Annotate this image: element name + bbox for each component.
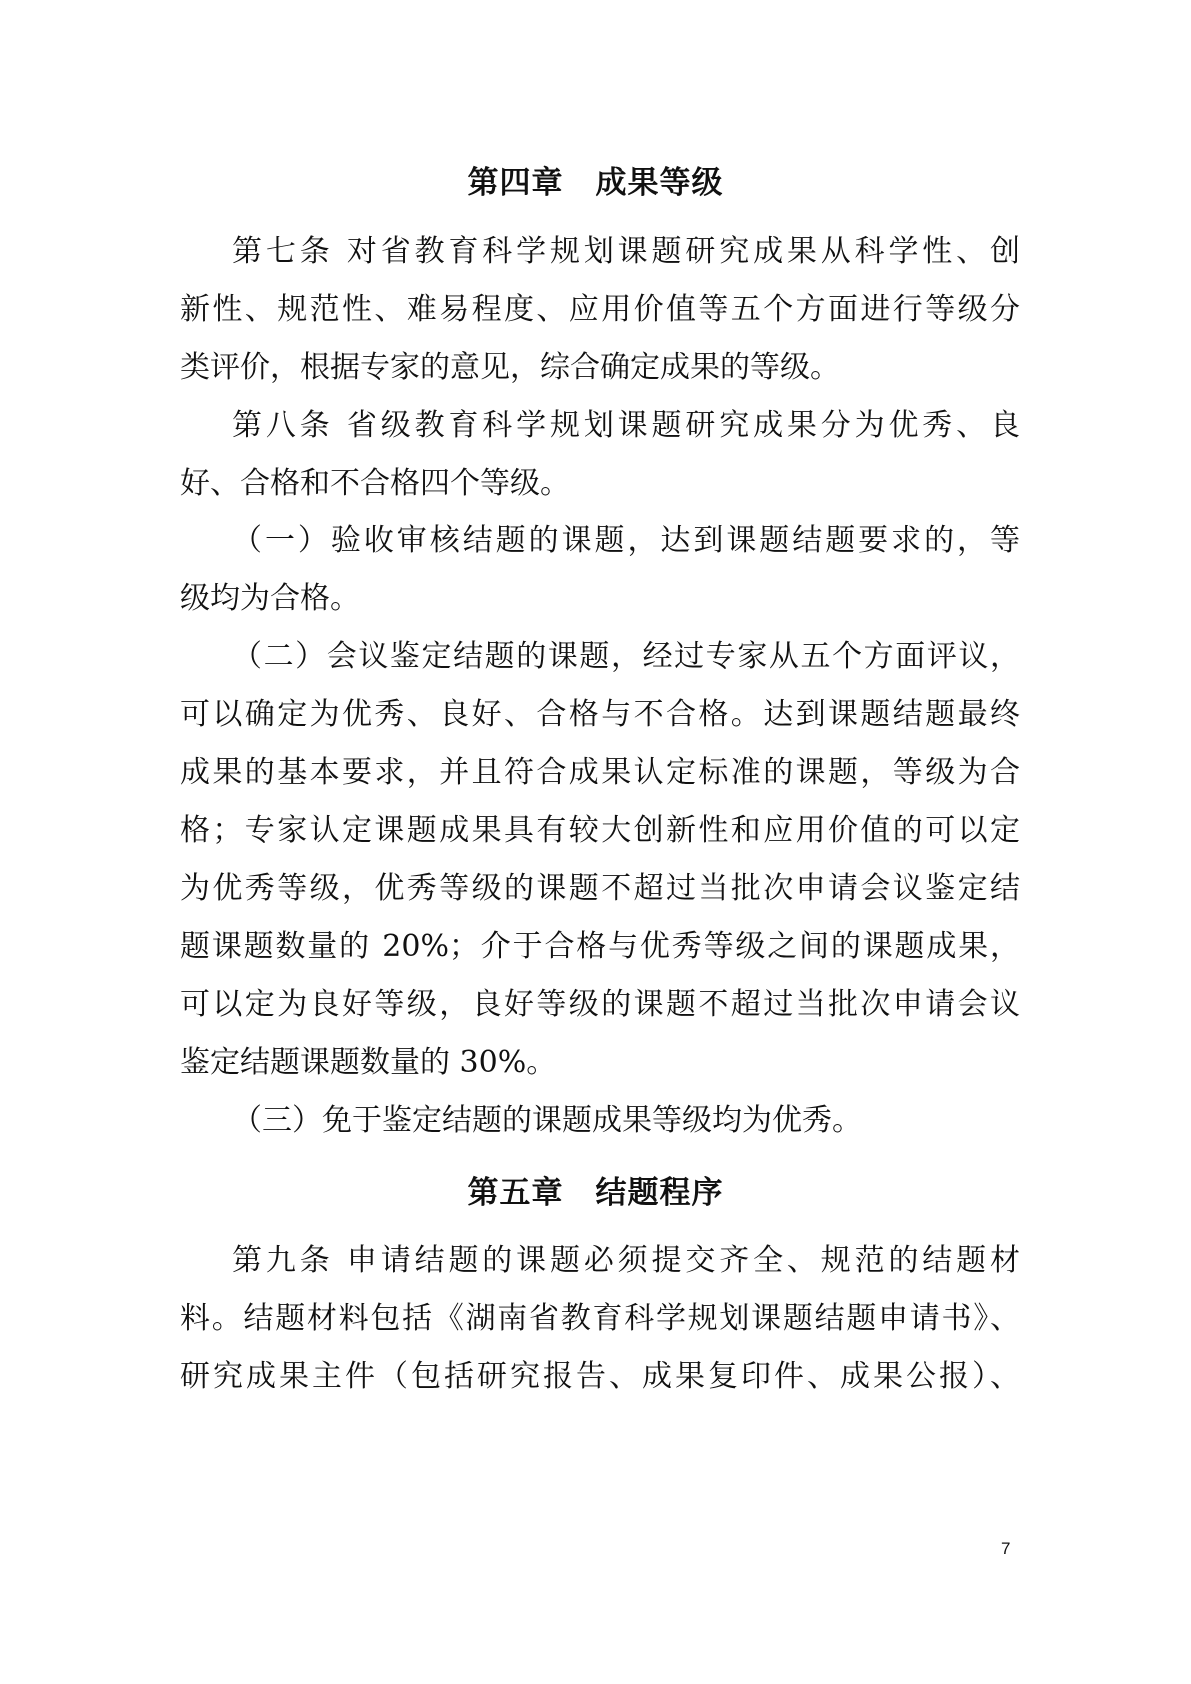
item-2-line-2: 可以确定为优秀、良好、合格与不合格。达到课题结题最终 (180, 697, 1020, 732)
item-2-line-4: 格；专家认定课题成果具有较大创新性和应用价值的可以定 (180, 813, 1020, 848)
article-7-line-3: 类评价，根据专家的意见，综合确定成果的等级。 (180, 350, 840, 385)
item-2-line-6: 题课题数量的 20%；介于合格与优秀等级之间的课题成果， (180, 929, 1020, 964)
article-9-line-3: 研究成果主件（包括研究报告、成果复印件、成果公报）、 (180, 1359, 1020, 1394)
item-1-line-1: （一）验收审核结题的课题，达到课题结题要求的，等 (232, 523, 1020, 558)
page-number: 7 (1001, 1539, 1011, 1558)
article-9-line-1: 第九条 申请结题的课题必须提交齐全、规范的结题材 (232, 1243, 1020, 1278)
chapter-4-title: 第四章 成果等级 (467, 165, 724, 201)
chapter-5-title: 第五章 结题程序 (467, 1175, 724, 1211)
article-9-line-2: 料。结题材料包括《湖南省教育科学规划课题结题申请书》、 (180, 1301, 1020, 1336)
article-7-line-2: 新性、规范性、难易程度、应用价值等五个方面进行等级分 (180, 292, 1020, 327)
item-2-line-3: 成果的基本要求，并且符合成果认定标准的课题，等级为合 (180, 755, 1020, 790)
item-1-line-2: 级均为合格。 (180, 581, 360, 616)
article-7-line-1: 第七条 对省教育科学规划课题研究成果从科学性、创 (232, 234, 1020, 269)
item-3-line-1: （三）免于鉴定结题的课题成果等级均为优秀。 (232, 1103, 862, 1138)
article-8-line-2: 好、合格和不合格四个等级。 (180, 466, 570, 501)
item-2-line-7: 可以定为良好等级，良好等级的课题不超过当批次申请会议 (180, 987, 1020, 1022)
item-2-line-1: （二）会议鉴定结题的课题，经过专家从五个方面评议， (232, 639, 1020, 674)
item-2-line-5: 为优秀等级，优秀等级的课题不超过当批次申请会议鉴定结 (180, 871, 1020, 906)
item-2-line-8: 鉴定结题课题数量的 30%。 (180, 1045, 557, 1080)
article-8-line-1: 第八条 省级教育科学规划课题研究成果分为优秀、良 (232, 408, 1020, 443)
